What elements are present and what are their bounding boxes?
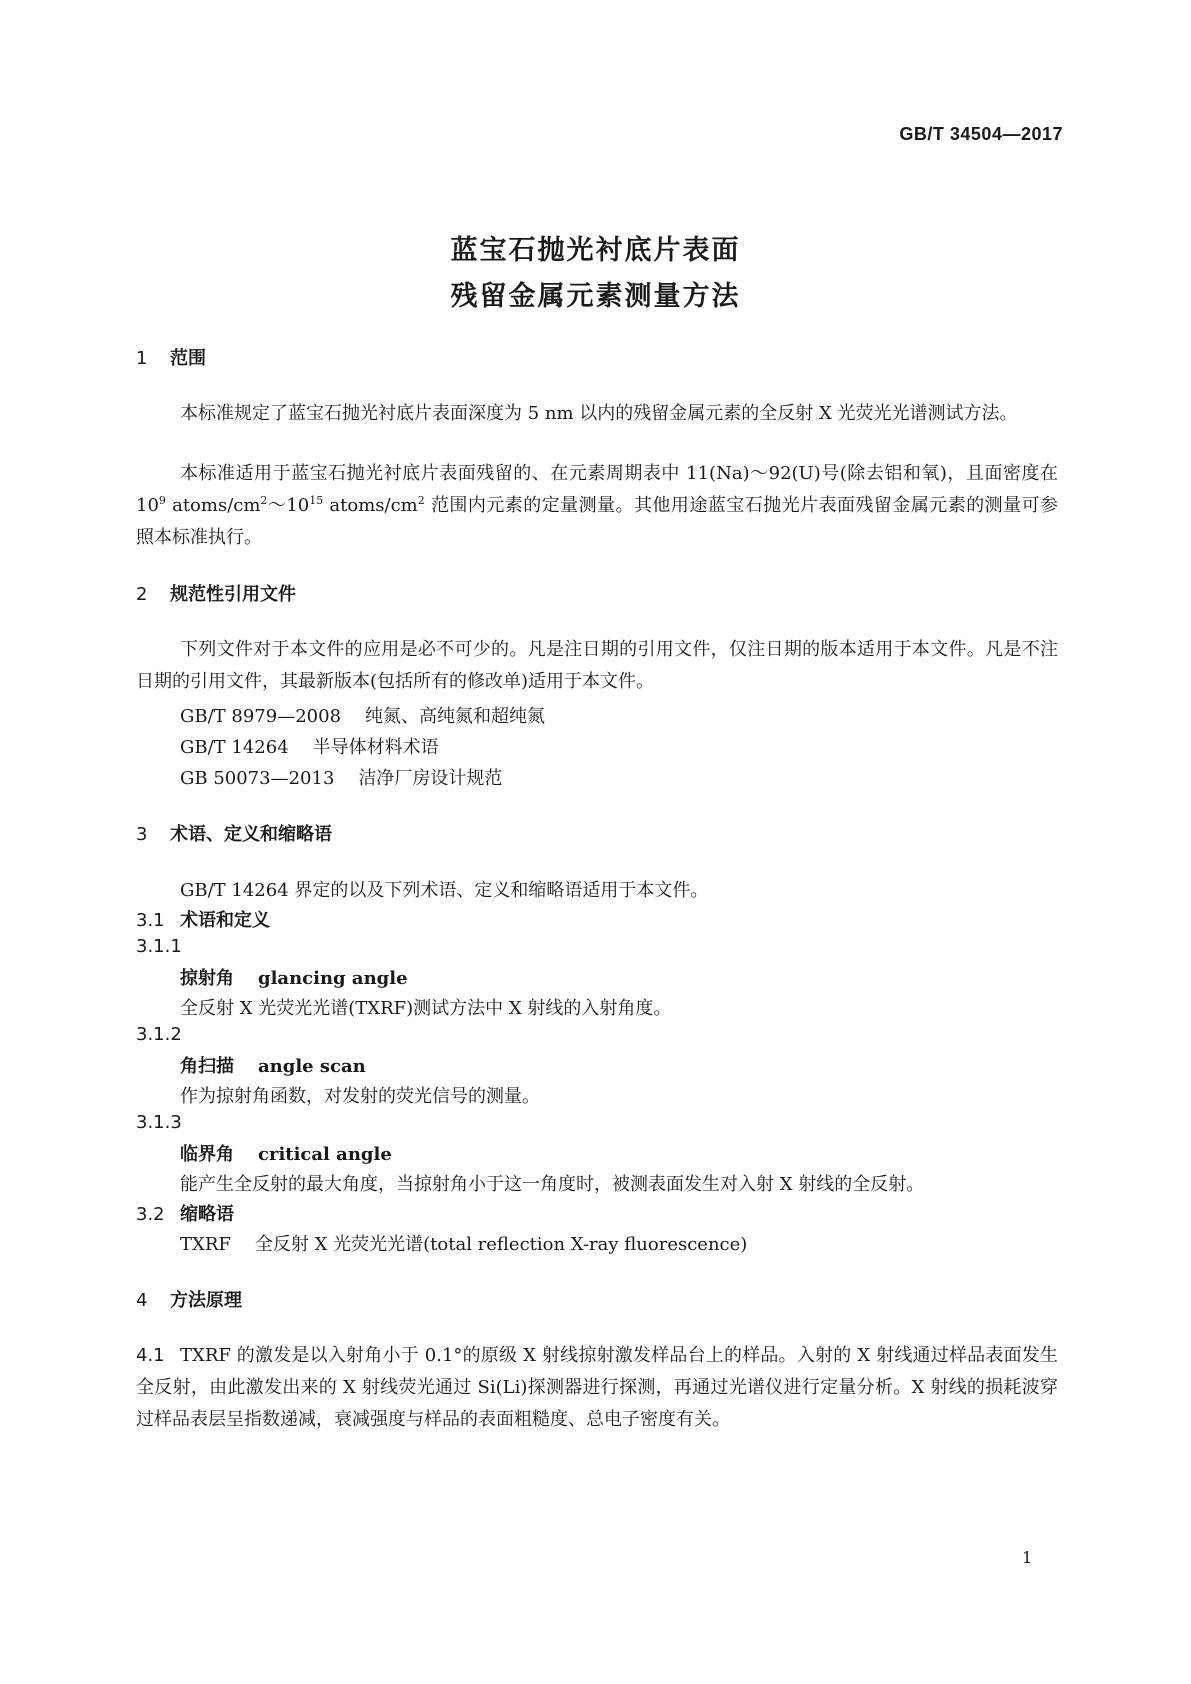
subsection-3-1-heading — [136, 906, 270, 932]
superscript: 9 — [158, 494, 166, 507]
page-number: 1 — [1022, 1548, 1033, 1567]
reference-item — [180, 702, 545, 728]
term-heading — [180, 1052, 366, 1078]
clause-text: TXRF 的激发是以入射角小于 0.1°的原级 X 射线掠射激发样品台上的样品。入射的 X 射线通过样品表面发生全反射，由此激发出来的 X 射线荧光通过 Si(Li)探测器进行探测，再通过光谱仪进行定量分析。X 射线的损耗波穿过样品表层呈指数递减，衰减强度与样品的表面粗糙度、总电子密度有关。 — [136, 1345, 1058, 1430]
term-en: angle scan — [258, 1056, 366, 1077]
text-run: atoms/cm — [323, 495, 418, 516]
term-number: 3.1.3 — [136, 1112, 182, 1133]
text-run: 本标准适用于蓝宝石抛光衬底片表面残留的、在元素周期表中 11(Na)～92(U)号(除去铝和氧)，且面密度在 10 — [136, 463, 1058, 516]
section-title: 范围 — [170, 348, 206, 369]
subsection-title: 术语和定义 — [180, 910, 270, 931]
section-3-intro: GB/T 14264 界定的以及下列术语、定义和缩略语适用于本文件。 — [180, 880, 709, 901]
section-title: 规范性引用文件 — [170, 584, 296, 605]
section-number: 4 — [136, 1290, 148, 1311]
term-heading — [180, 964, 408, 990]
reference-code: GB 50073—2013 — [180, 768, 335, 789]
superscript: 2 — [417, 494, 425, 507]
reference-code: GB/T 14264 — [180, 737, 289, 758]
section-number: 2 — [136, 584, 148, 605]
section-2-paragraph-1: 下列文件对于本文件的应用是必不可少的。凡是注日期的引用文件，仅注日期的版本适用于本文件。凡是不注日期的引用文件，其最新版本(包括所有的修改单)适用于本文件。 — [136, 639, 1058, 692]
subsection-number: 3.1 — [136, 910, 165, 931]
text-run: atoms/cm — [165, 495, 261, 516]
subsection-title: 缩略语 — [180, 1204, 234, 1225]
clause-number: 4.1 — [136, 1345, 165, 1366]
reference-title: 纯氮、高纯氮和超纯氮 — [365, 706, 546, 727]
term-en: critical angle — [258, 1144, 392, 1165]
section-title: 术语、定义和缩略语 — [170, 824, 332, 845]
section-number: 3 — [136, 824, 148, 845]
term-zh: 掠射角 — [180, 968, 234, 989]
term-definition: 全反射 X 光荧光光谱(TXRF)测试方法中 X 射线的入射角度。 — [180, 998, 672, 1019]
document-title-line1: 蓝宝石抛光衬底片表面 — [450, 235, 741, 266]
reference-title: 半导体材料术语 — [312, 737, 439, 758]
abbreviation-code: TXRF — [180, 1234, 231, 1255]
reference-code: GB/T 8979—2008 — [180, 706, 342, 727]
abbreviation-item — [180, 1230, 747, 1256]
section-3-heading — [136, 820, 332, 846]
superscript: 15 — [309, 494, 324, 507]
section-1-paragraph-2 — [136, 458, 1058, 554]
abbreviation-text: 全反射 X 光荧光光谱(total reflection X-ray fluorescence) — [254, 1234, 748, 1255]
section-1-heading — [136, 344, 206, 370]
text-run: 范围内元素的定量测量。其他用途蓝宝石抛光片表面残留金属元素的测量可参照本标准执行。 — [136, 495, 1059, 548]
text-run: ～10 — [267, 495, 310, 516]
term-number: 3.1.2 — [136, 1024, 182, 1045]
section-1-paragraph-1: 本标准规定了蓝宝石抛光衬底片表面深度为 5 nm 以内的残留金属元素的全反射 X 光荧光光谱测试方法。 — [180, 403, 1018, 424]
reference-title: 洁净厂房设计规范 — [358, 768, 503, 789]
term-zh: 临界角 — [180, 1144, 234, 1165]
section-4-heading — [136, 1286, 242, 1312]
term-heading — [180, 1140, 392, 1166]
section-number: 1 — [136, 348, 148, 369]
subsection-3-2-heading — [136, 1200, 234, 1226]
term-en: glancing angle — [258, 968, 408, 989]
standard-code: GB/T 34504—2017 — [899, 124, 1063, 144]
section-title: 方法原理 — [170, 1290, 242, 1311]
term-definition: 作为掠射角函数，对发射的荧光信号的测量。 — [180, 1086, 540, 1107]
reference-item — [180, 733, 439, 759]
term-number: 3.1.1 — [136, 936, 182, 957]
term-zh: 角扫描 — [180, 1056, 234, 1077]
subsection-number: 3.2 — [136, 1204, 165, 1225]
superscript: 2 — [260, 494, 268, 507]
term-definition: 能产生全反射的最大角度，当掠射角小于这一角度时，被测表面发生对入射 X 射线的全反射。 — [180, 1174, 925, 1195]
reference-item — [180, 764, 502, 790]
document-title-line2: 残留金属元素测量方法 — [450, 281, 741, 312]
clause-4-1-paragraph — [136, 1340, 1058, 1436]
section-2-heading — [136, 580, 296, 606]
